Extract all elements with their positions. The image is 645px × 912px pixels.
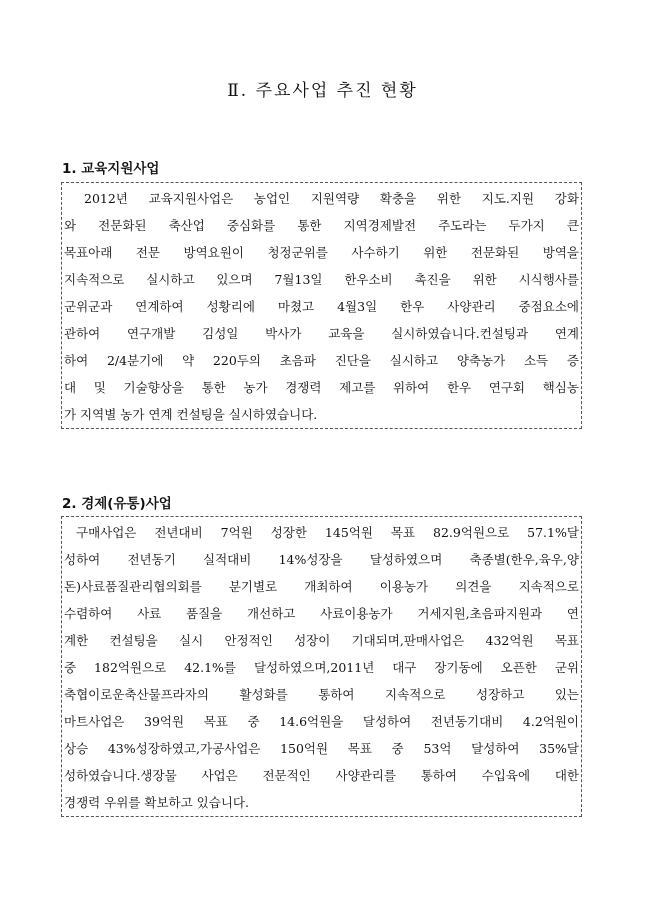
text-line: 성하였습니다.생장물 사업은 전문적인 사양관리를 통하여 수입육에 대한: [64, 768, 579, 783]
text-line: 목표아래 전문 방역요원이 청정군위를 사수하기 위한 전문화된 방역을: [64, 245, 579, 260]
text-line: 2012년 교육지원사업은 농업인 지원역량 확충을 위한 지도.지원 강화: [84, 191, 579, 206]
text-line: 구매사업은 전년대비 7억원 성장한 145억원 목표 82.9억원으로 57.1%달: [76, 525, 579, 540]
text-line: 계한 컨설팅을 실시 안정적인 성장이 기대되며,판매사업은 432억원 목표: [64, 633, 579, 648]
section-body-economy: [61, 516, 582, 817]
text-line: 성하여 전년동기 실적대비 14%성장을 달성하였으며 축종별(한우,육우,양: [64, 552, 579, 567]
text-line: 축협이로운축산물프라자의 활성화를 통하여 지속적으로 성장하고 있는: [64, 687, 579, 702]
text-line: 수렴하여 사료 품질을 개선하고 사료이용농가 거세지원,초음파지원과 연: [64, 606, 579, 621]
text-line: 하여 2/4분기에 약 220두의 초음파 진단을 실시하고 양축농가 소득 증: [64, 353, 579, 368]
page-title: Ⅱ. 주요사업 추진 현황: [227, 81, 418, 101]
text-line: 군위군과 연계하여 성황리에 마쳤고 4월3일 한우 사양관리 중점요소에: [64, 299, 579, 314]
text-line: 상승 43%성장하였고,가공사업은 150억원 목표 중 53억 달성하여 35%달: [64, 741, 579, 756]
section-heading-economy: 2. 경제(유통)사업: [62, 496, 172, 512]
text-line: 마트사업은 39억원 목표 중 14.6억원을 달성하여 전년동기대비 4.2억원이: [64, 714, 579, 729]
text-line: 가 지역별 농가 연계 컨설팅을 실시하였습니다.: [64, 407, 318, 422]
text-line: 와 전문화된 축산업 중심화를 통한 지역경제발전 주도라는 두가지 큰: [64, 218, 579, 233]
text-line: 대 및 기술향상을 통한 농가 경쟁력 제고를 위하여 한우 연구회 핵심농: [64, 380, 579, 395]
section-body-education: [61, 182, 582, 429]
text-line: 관하여 연구개발 김성일 박사가 교육을 실시하였습니다.컨설팅과 연계: [64, 326, 579, 341]
section-heading-education: 1. 교육지원사업: [62, 161, 160, 177]
text-line: 경쟁력 우위를 확보하고 있습니다.: [64, 795, 249, 810]
text-line: 지속적으로 실시하고 있으며 7월13일 한우소비 촉진을 위한 시식행사를: [64, 272, 579, 287]
text-line: 돈)사료품질관리협의회를 분기별로 개최하여 이용농가 의견을 지속적으로: [64, 579, 579, 594]
text-line: 중 182억원으로 42.1%를 달성하였으며,2011년 대구 장기동에 오픈한 군위: [64, 660, 579, 675]
